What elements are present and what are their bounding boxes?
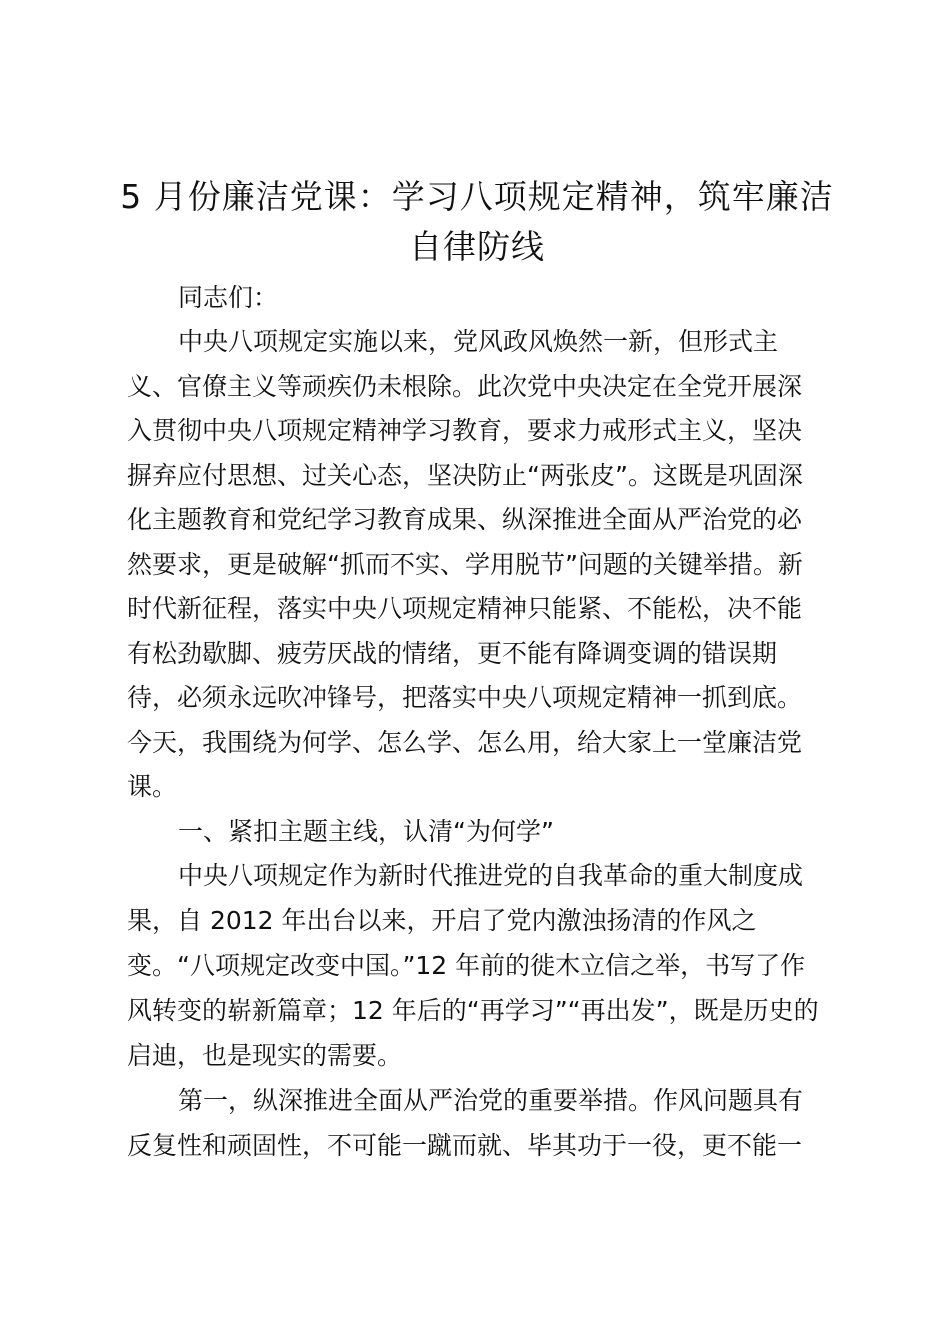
section-heading: 一、紧扣主题主线，认清“为何学” (178, 817, 554, 846)
paragraph-line: 风转变的崭新篇章；12 年后的“再学习”“再出发”，既是历史的 (127, 996, 819, 1025)
paragraph-line: 课。 (127, 772, 178, 801)
paragraph-line: 中央八项规定作为新时代推进党的自我革命的重大制度成 (178, 861, 804, 890)
paragraph-line: 启迪，也是现实的需要。 (127, 1041, 403, 1070)
paragraph-line: 反复性和顽固性，不可能一蹴而就、毕其功于一役，更不能一 (127, 1131, 803, 1160)
paragraph-line: 第一，纵深推进全面从严治党的重要举措。作风问题具有 (178, 1086, 804, 1115)
paragraph-line: 义、官僚主义等顽疾仍未根除。此次党中央决定在全党开展深 (127, 372, 803, 401)
paragraph-line: 变。“八项规定改变中国。”12 年前的徙木立信之举，书写了作 (127, 951, 806, 980)
paragraph-line: 摒弃应付思想、过关心态，坚决防止“两张皮”。这既是巩固深 (127, 461, 803, 490)
paragraph-line: 入贯彻中央八项规定精神学习教育，要求力戒形式主义，坚决 (127, 416, 803, 445)
paragraph-line: 化主题教育和党纪学习教育成果、纵深推进全面从严治党的必 (127, 505, 803, 534)
salutation: 同志们： (178, 283, 279, 312)
paragraph-line: 中央八项规定实施以来，党风政风焕然一新，但形式主 (178, 327, 779, 356)
document-title: 5 月份廉洁党课：学习八项规定精神，筑牢廉洁自律防线 (120, 177, 834, 266)
paragraph-line: 时代新征程，落实中央八项规定精神只能紧、不能松，决不能 (127, 594, 803, 623)
paragraph-line: 有松劲歇脚、疲劳厌战的情绪，更不能有降调变调的错误期 (127, 639, 778, 668)
paragraph-line: 果，自 2012 年出台以来，开启了党内激浊扬清的作风之 (127, 906, 757, 935)
paragraph-line: 待，必须永远吹冲锋号，把落实中央八项规定精神一抓到底。 (127, 683, 803, 712)
paragraph-line: 今天，我围绕为何学、怎么学、怎么用，给大家上一堂廉洁党 (127, 728, 803, 757)
paragraph-line: 然要求，更是破解“抓而不实、学用脱节”问题的关键举措。新 (127, 550, 803, 579)
